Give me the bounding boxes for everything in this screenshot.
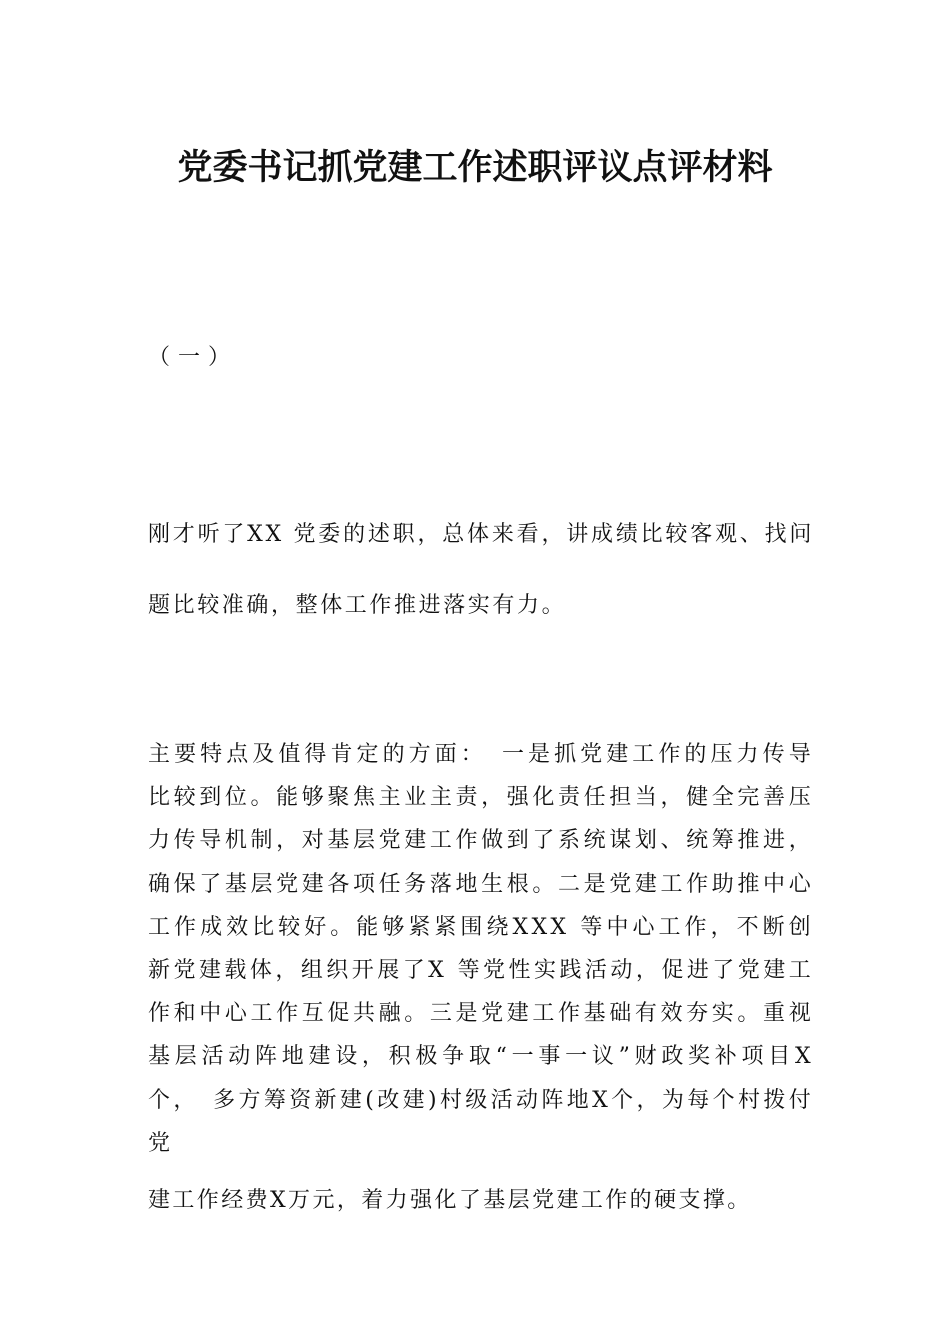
section-marker: （一） <box>148 345 239 370</box>
document-title: 党委书记抓党建工作述职评议点评材料 <box>177 147 773 188</box>
paragraph-funding: 建工作经费X万元，着力强化了基层党建工作的硬支撑。 <box>148 1188 752 1213</box>
paragraph-opening: 刚才听了XX 党委的述职，总体来看，讲成绩比较客观、找问题比较准确，整体工作推进落实有力。 <box>148 522 814 618</box>
paragraph-main-features: 主要特点及值得肯定的方面： 一是抓党建工作的压力传导比较到位。能够聚焦主业主责，强化责任担当，健全完善压力传导机制，对基层党建工作做到了系统谋划、统筹推进，确保了基层党建各项任务落地生根。二是党建工作助推中心工作成效比较好。能够紧紧围绕XXX 等中心工作，不断创新党建载体，组织开展了X 等党性实践活动，促进了党建工作和中心工作互促共融。三是党建工作基础有效夯实。重视基层活动阵地建设，积极争取“一事一议”财政奖补项目X个， 多方筹资新建(改建)村级活动阵地X个，为每个村拨付党 <box>148 742 814 1156</box>
